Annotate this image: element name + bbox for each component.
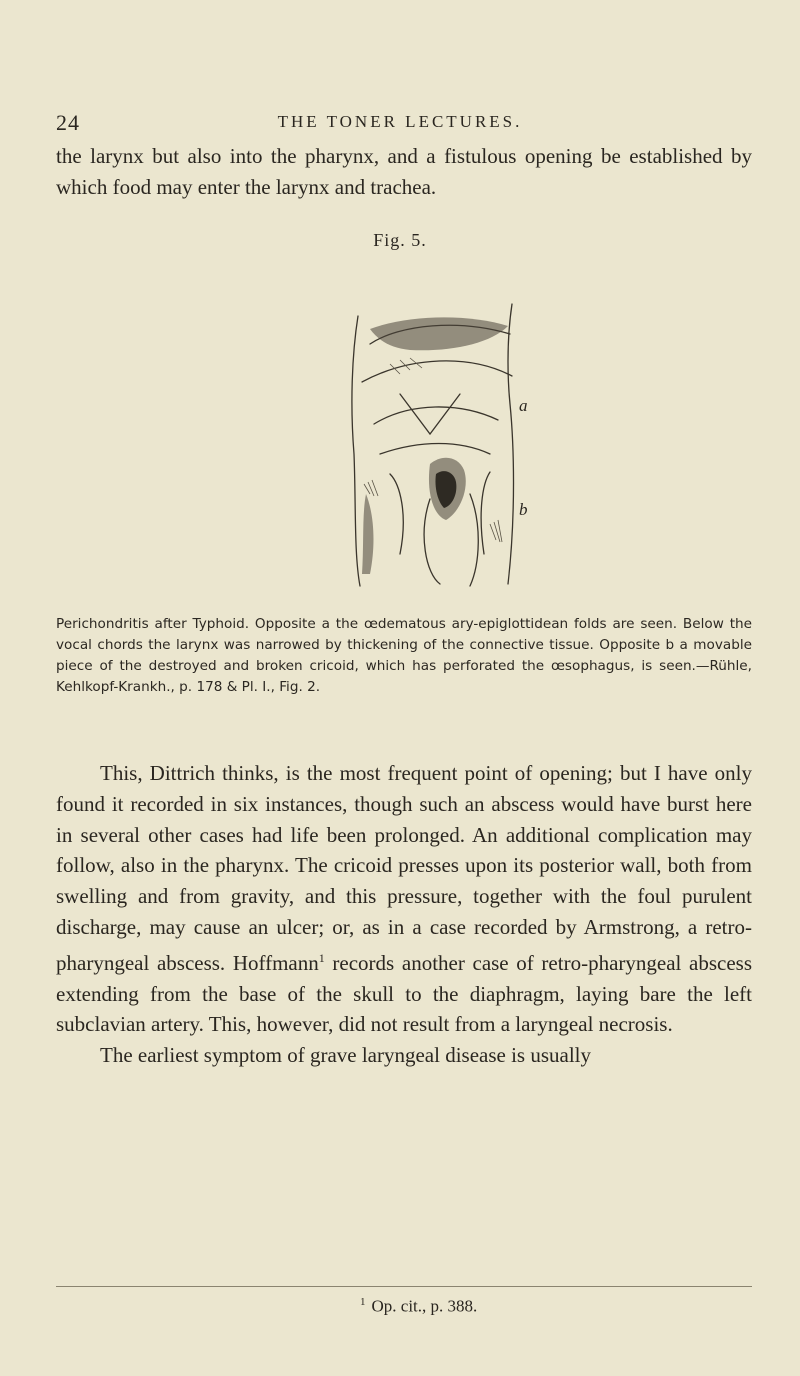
larynx-illustration xyxy=(330,284,560,594)
paragraph-1 xyxy=(56,758,752,1040)
paragraph-1-continuation: records another case of retro-pharyngeal abscess extending from the base of the skull to the diaphragm, laying bare the left subclavian artery. This, however, did not result from a laryngeal necrosis. xyxy=(56,950,752,1037)
paragraph-2: The earliest symptom of grave laryngeal disease is usually xyxy=(100,1043,592,1068)
footnote xyxy=(360,1296,477,1317)
main-text xyxy=(56,758,752,1071)
figure-label: Fig. 5. xyxy=(373,230,427,250)
paragraph-1-text: This, Dittrich thinks, is the most frequent point of opening; but I have only found it recorded in six instances, though such an abscess would have burst here in several other cases had life been prolonged. An additional complication may follow, also in the pharynx. The cricoid presses upon its posterior wall, both from swelling and from gravity, and this pressure, together with the foul purulent discharge, may cause an ulcer; or, as in a case recorded by Armstrong, a retro-pharyngeal abscess. Hoffmann xyxy=(56,761,752,975)
figure-caption: Perichondritis after Typhoid. Opposite a the œdematous ary-epiglottidean folds are seen. Below the vocal chords the larynx was narrowed by thickening of the connective tissue. Opposite b a movable piece of the destroyed and broken cricoid, which has perforated the œsophagus, is seen.—Rühle, Kehlkopf-Krankh., p. 178 & Pl. I., Fig. 2. xyxy=(56,616,752,695)
intro-paragraph: the larynx but also into the pharynx, and a fistulous opening be established by which food may enter the larynx and trachea. xyxy=(56,144,752,199)
running-head: THE TONER LECTURES. xyxy=(277,112,523,131)
footnote-number: 1 xyxy=(360,1296,366,1308)
figure-letter-b: b xyxy=(519,500,528,519)
figure-letter-a: a xyxy=(519,396,528,415)
page-number: 24 xyxy=(56,110,80,135)
footnote-marker: 1 xyxy=(318,950,325,965)
footnote-text: Op. cit., p. 388. xyxy=(371,1296,478,1316)
footnote-rule xyxy=(56,1286,752,1287)
